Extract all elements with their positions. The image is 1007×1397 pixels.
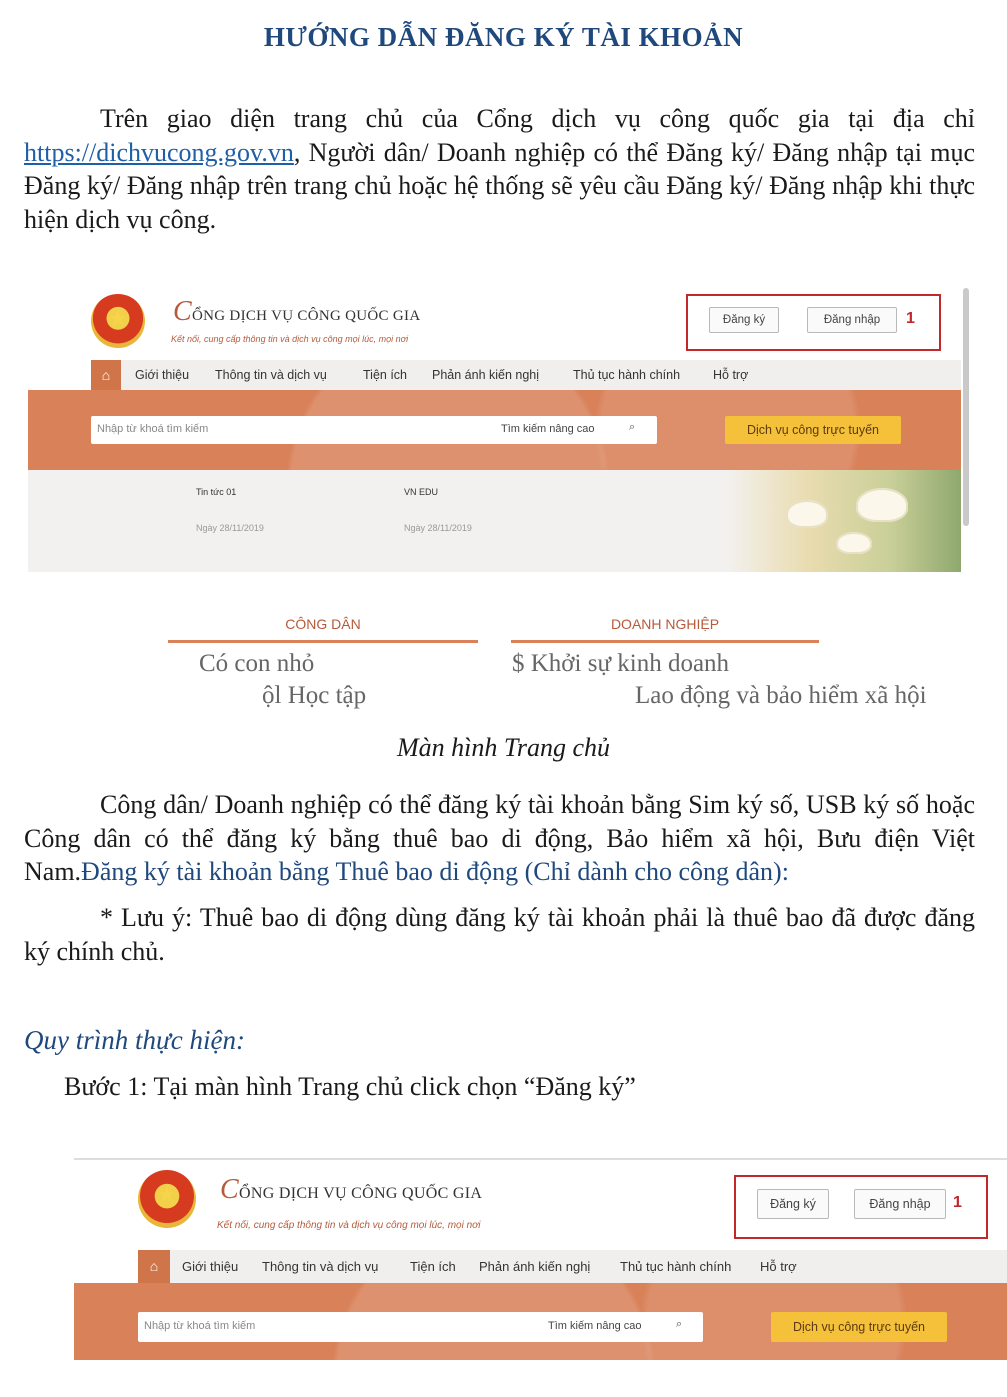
- service-item: Có con nhỏ: [199, 650, 315, 677]
- methods-paragraph: Công dân/ Doanh nghiệp có thể đăng ký tài khoản bằng Sim ký số, USB ký số hoặc Công dân có thể đăng ký bằng thuê bao di động, Bảo hiểm xã hội, Bưu điện Việt Nam.Đăng ký tài khoản bằng Thuê bao di động (Chỉ dành cho công dân):: [24, 790, 975, 886]
- search-input[interactable]: Nhập từ khoá tìm kiếm Tìm kiếm nâng cao ⌕: [138, 1312, 703, 1342]
- news-date: Ngày 28/11/2019: [404, 523, 472, 533]
- intro-text-b: , Người dân/ Doanh nghiệp có thể Đăng ký/ Đăng nhập tại mục Đăng ký/ Đăng nhập trên trang chủ hoặc hệ thống sẽ yêu cầu Đăng ký/ Đăng nhập khi thực hiện dịch vụ công.: [24, 137, 975, 234]
- advanced-search-link[interactable]: Tìm kiếm nâng cao: [548, 1320, 642, 1332]
- search-banner: [28, 390, 961, 470]
- figure-caption: Màn hình Trang chủ: [396, 733, 611, 762]
- portal-link[interactable]: https://dichvucong.gov.vn: [24, 137, 294, 167]
- document-title: HƯỚNG DẪN ĐĂNG KÝ TÀI KHOẢN: [263, 22, 744, 52]
- news-strip: [28, 470, 961, 572]
- intro-paragraph: [24, 102, 975, 236]
- nav-item-intro[interactable]: Giới thiệu: [135, 368, 190, 382]
- tab-underline: [511, 640, 819, 643]
- nav-item-procedures[interactable]: Thủ tục hành chính: [620, 1259, 732, 1274]
- nav-item-support[interactable]: Hỗ trợ: [713, 368, 749, 382]
- nav-item-intro[interactable]: Giới thiệu: [182, 1259, 239, 1274]
- nav-item-feedback[interactable]: Phản ánh kiến nghị: [432, 368, 540, 382]
- national-emblem-icon: ★: [138, 1170, 196, 1228]
- online-service-button[interactable]: Dịch vụ công trực tuyến: [771, 1312, 947, 1342]
- search-icon[interactable]: ⌕: [629, 421, 636, 433]
- tab-underline: [168, 640, 478, 643]
- login-button[interactable]: Đăng nhập: [854, 1189, 946, 1219]
- online-service-button[interactable]: Dịch vụ công trực tuyến: [725, 416, 901, 444]
- auth-highlight-box: [734, 1175, 988, 1239]
- news-title[interactable]: Tin tức 01: [196, 487, 237, 497]
- process-title: Quy trình thực hiện:: [24, 1025, 245, 1055]
- main-nav: [91, 360, 961, 390]
- register-button[interactable]: Đăng ký: [709, 307, 779, 333]
- news-title[interactable]: VN EDU: [404, 487, 439, 497]
- search-icon[interactable]: ⌕: [676, 1318, 683, 1330]
- intro-text-a: Trên giao diện trang chủ của Cổng dịch vụ công quốc gia tại địa chỉ: [100, 104, 975, 133]
- national-emblem-icon: ★: [91, 294, 145, 348]
- search-input[interactable]: Nhập từ khoá tìm kiếm Tìm kiếm nâng cao ⌕: [91, 416, 657, 444]
- nav-item-info[interactable]: Thông tin và dịch vụ: [215, 368, 327, 382]
- step-1: Bước 1: Tại màn hình Trang chủ click chọn “Đăng ký”: [64, 1072, 636, 1101]
- register-button[interactable]: Đăng ký: [757, 1189, 829, 1219]
- home-icon[interactable]: ⌂: [91, 360, 121, 390]
- home-icon[interactable]: ⌂: [138, 1250, 170, 1283]
- tab-citizen[interactable]: CÔNG DÂN: [285, 616, 361, 632]
- portal-brand: CỔNG DỊCH VỤ CÔNG QUỐC GIA: [220, 1174, 483, 1205]
- news-date: Ngày 28/11/2019: [196, 523, 264, 533]
- tab-business[interactable]: DOANH NGHIỆP: [610, 616, 720, 632]
- nav-item-utilities[interactable]: Tiện ích: [410, 1259, 456, 1274]
- step-marker: 1: [906, 310, 915, 327]
- lotus-image: [726, 470, 961, 572]
- service-item: Lao động và bảo hiểm xã hội: [635, 682, 927, 709]
- service-item: ộl Học tập: [262, 682, 367, 709]
- advanced-search-link[interactable]: Tìm kiếm nâng cao: [501, 423, 595, 435]
- nav-item-support[interactable]: Hỗ trợ: [760, 1259, 797, 1274]
- portal-slogan: Kết nối, cung cấp thông tin và dịch vụ công mọi lúc, mọi nơi: [217, 1220, 481, 1231]
- mobile-registration-heading: Đăng ký tài khoản bằng Thuê bao di động (Chỉ dành cho công dân):: [81, 857, 789, 886]
- main-nav: [138, 1250, 1007, 1283]
- service-item: $ Khởi sự kinh doanh: [512, 650, 730, 677]
- nav-item-info[interactable]: Thông tin và dịch vụ: [262, 1259, 379, 1274]
- step-marker: 1: [953, 1194, 962, 1211]
- note-paragraph: * Lưu ý: Thuê bao di động dùng đăng ký tài khoản phải là thuê bao đã được đăng ký chính chủ.: [24, 903, 975, 966]
- nav-item-procedures[interactable]: Thủ tục hành chính: [573, 368, 681, 382]
- nav-item-feedback[interactable]: Phản ánh kiến nghị: [479, 1259, 591, 1274]
- homepage-screenshot: [28, 282, 973, 648]
- nav-item-utilities[interactable]: Tiện ích: [363, 368, 408, 382]
- search-banner: [74, 1283, 1007, 1360]
- portal-slogan: Kết nối, cung cấp thông tin và dịch vụ công mọi lúc, mọi nơi: [171, 334, 409, 344]
- homepage-screenshot-step1: [74, 1158, 1007, 1360]
- portal-brand: CỔNG DỊCH VỤ CÔNG QUỐC GIA: [173, 296, 421, 327]
- scrollbar[interactable]: [963, 288, 969, 526]
- login-button[interactable]: Đăng nhập: [807, 307, 897, 333]
- auth-highlight-box: [686, 294, 941, 351]
